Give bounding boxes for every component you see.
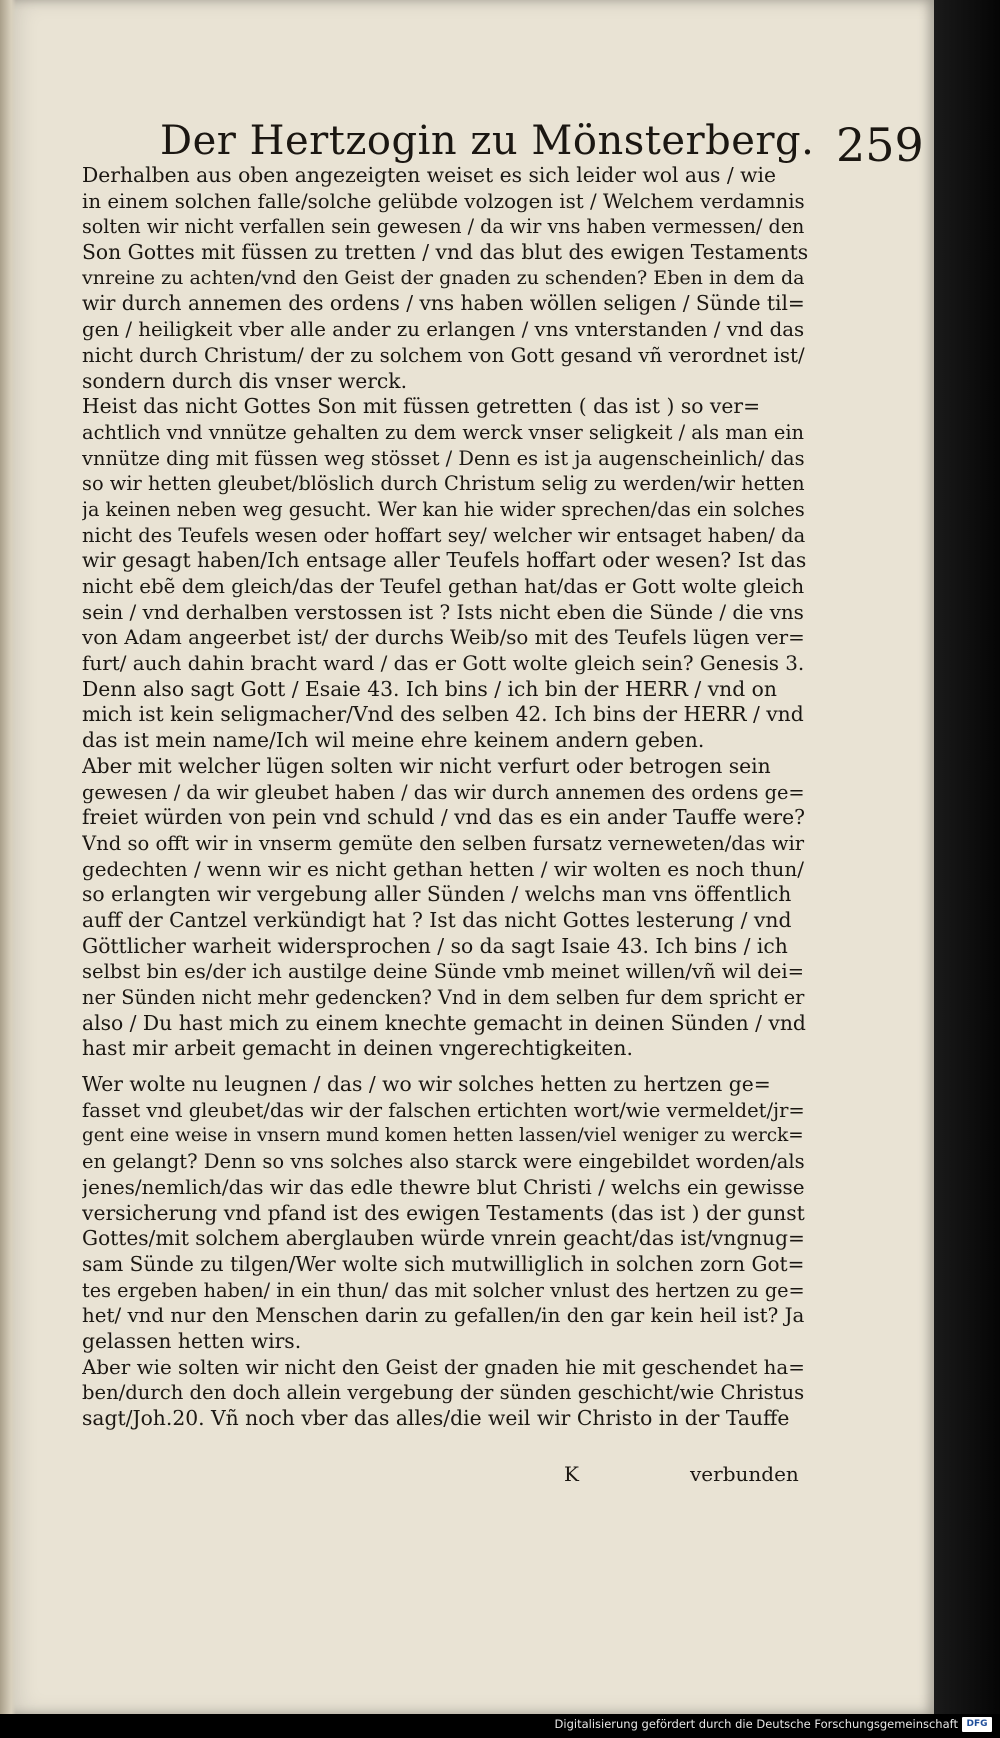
body-text — [82, 163, 808, 1432]
text-line: jenes/nemlich/das wir das edle thewre blut Christi / welchs ein gewisse — [82, 1174, 805, 1199]
text-line: tes ergeben haben/ in ein thun/ das mit solcher vnlust des hertzen zu ge= — [82, 1278, 805, 1302]
text-line: sagt/Joh.20. Vñ noch vber das alles/die weil wir Christo in der Tauffe — [82, 1406, 790, 1430]
text-line: hast mir arbeit gemacht in deinen vngerechtigkeiten. — [82, 1036, 633, 1061]
text-line: gedechten / wenn wir es nicht gethan hetten / wir wolten es noch thun/ — [82, 857, 804, 881]
catchword: verbunden — [690, 1462, 799, 1486]
text-line: furt/ auch dahin bracht ward / das er Gott wolte gleich sein? Genesis 3. — [82, 652, 805, 676]
text-line: gewesen / da wir gleubet haben / das wir durch annemen des ordens ge= — [82, 780, 805, 804]
text-line: ja keinen neben weg gesucht. Wer kan hie wider sprechen/das ein solches — [82, 497, 805, 521]
text-line: mich ist kein seligmacher/Vnd des selben 42. Ich bins der HERR / vnd — [82, 702, 804, 727]
text-line: gent eine weise in vnsern mund komen hetten lassen/viel weniger zu werck= — [82, 1125, 804, 1147]
text-line: Derhalben aus oben angezeigten weiset es sich leider wol aus / wie — [82, 163, 776, 187]
text-line: freiet würden von pein vnd schuld / vnd das es ein ander Tauffe were? — [82, 805, 806, 830]
text-line: Aber mit welcher lügen solten wir nicht verfurt oder betrogen sein — [82, 753, 771, 778]
text-line: das ist mein name/Ich wil meine ehre keinem andern geben. — [82, 728, 705, 753]
text-line: sam Sünde zu tilgen/Wer wolte sich mutwilliglich in solchen zorn Got= — [82, 1251, 805, 1276]
signature-mark: K — [564, 1462, 579, 1486]
text-line: achtlich vnd vnnütze gehalten zu dem werck vnser seligkeit / als man ein — [82, 420, 805, 444]
text-line: Wer wolte nu leugnen / das / wo wir solches hetten zu hertzen ge= — [82, 1072, 771, 1097]
text-line: gelassen hetten wirs. — [82, 1328, 302, 1353]
text-line: selbst bin es/der ich austilge deine Sünde vmb meinet willen/vñ wil dei= — [82, 960, 805, 984]
text-line: von Adam angeerbet ist/ der durchs Weib/so mit des Teufels lügen ver= — [82, 626, 805, 650]
text-line — [82, 1062, 808, 1072]
text-line: nicht ebẽ dem gleich/das der Teufel gethan hat/das er Gott wolte gleich — [82, 575, 805, 598]
text-line: wir durch annemen des ordens / vns haben wöllen seligen / Sünde til= — [82, 291, 805, 316]
text-line: nicht durch Christum/ der zu solchem von Gott gesand vñ verordnet ist/ — [82, 343, 805, 367]
scan-edge — [934, 0, 1000, 1714]
text-line: sondern durch dis vnser werck. — [82, 368, 408, 393]
text-line: Gottes/mit solchem aberglauben würde vnrein geacht/das ist/vngnug= — [82, 1226, 805, 1251]
text-line: nicht des Teufels wesen oder hoffart sey/ welcher wir entsaget haben/ da — [82, 523, 806, 547]
text-line: Aber wie solten wir nicht den Geist der gnaden hie mit geschendet ha= — [82, 1355, 805, 1379]
text-line: solten wir nicht verfallen sein gewesen / da wir vns haben vermessen/ den — [82, 215, 805, 239]
text-line: het/ vnd nur den Menschen darin zu gefallen/in den gar kein heil ist? Ja — [82, 1304, 805, 1328]
text-line: en gelangt? Denn so vns solches also starck were eingebildet worden/als — [82, 1150, 805, 1174]
dfg-logo: DFG — [962, 1717, 992, 1732]
text-line: so erlangten wir vergebung aller Sünden / welchs man vns öffentlich — [82, 882, 792, 907]
text-line: sein / vnd derhalben verstossen ist ? Ists nicht eben die Sünde / die vns — [82, 600, 804, 624]
text-line: gen / heiligkeit vber alle ander zu erlangen / vns vnterstanden / vnd das — [82, 318, 805, 342]
text-line: versicherung vnd pfand ist des ewigen Testaments (das ist ) der gunst — [82, 1200, 805, 1225]
footer-credit: Digitalisierung gefördert durch die Deutsche Forschungsgemeinschaft — [554, 1717, 958, 1731]
page-number: 259 — [836, 118, 924, 172]
text-line: Heist das nicht Gottes Son mit füssen getretten ( das ist ) so ver= — [82, 394, 761, 419]
text-line: Göttlicher warheit widersprochen / so da sagt Isaie 43. Ich bins / ich — [82, 933, 788, 958]
page-gutter-shadow — [0, 0, 16, 1714]
text-line: Son Gottes mit füssen zu tretten / vnd das blut des ewigen Testaments — [82, 240, 808, 265]
text-line: wir gesagt haben/Ich entsage aller Teufels hoffart oder wesen? Ist das — [82, 548, 807, 573]
text-line: also / Du hast mich zu einem knechte gemacht in deinen Sünden / vnd — [82, 1010, 806, 1035]
text-line: vnnütze ding mit füssen weg stösset / Denn es ist ja augenscheinlich/ das — [82, 446, 805, 470]
text-line: so wir hetten gleubet/blöslich durch Christum selig zu werden/wir hetten — [82, 472, 805, 496]
text-line: Denn also sagt Gott / Esaie 43. Ich bins / ich bin der HERR / vnd on — [82, 676, 777, 701]
text-line: Vnd so offt wir in vnserm gemüte den selben fursatz verneweten/das wir — [82, 831, 805, 855]
text-line: in einem solchen falle/solche gelübde volzogen ist / Welchem verdamnis — [82, 189, 805, 213]
text-line: ben/durch den doch allein vergebung der sünden geschicht/wie Christus — [82, 1381, 805, 1405]
text-line: fasset vnd gleubet/das wir der falschen ertichten wort/wie vermeldet/jr= — [82, 1098, 805, 1122]
text-line: vnreine zu achten/vnd den Geist der gnaden zu schenden? Eben in dem da — [82, 266, 805, 289]
text-line: ner Sünden nicht mehr gedencken? Vnd in dem selben fur dem spricht er — [82, 986, 805, 1009]
running-head: Der Hertzogin zu Mönsterberg. — [160, 118, 815, 164]
text-line: auff der Cantzel verkündigt hat ? Ist das nicht Gottes lesterung / vnd — [82, 907, 792, 932]
